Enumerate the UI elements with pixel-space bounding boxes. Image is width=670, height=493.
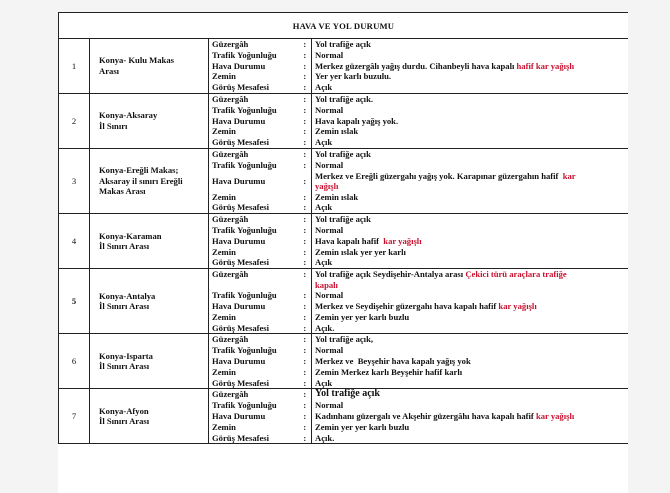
value-route: Yol trafiğe açık, — [315, 334, 373, 345]
field-values — [312, 214, 629, 269]
colon: : — [303, 82, 307, 93]
row-number: 7 — [59, 389, 90, 444]
colon: : — [303, 322, 307, 333]
colon: : — [303, 60, 307, 71]
weather-alert: hafif kar yağışlı — [516, 60, 575, 71]
row-number: 4 — [59, 214, 90, 269]
field-values — [312, 148, 629, 213]
label-route: Güzergâh — [212, 214, 249, 225]
colon: : — [303, 366, 307, 377]
route-name-line: Konya-Isparta — [99, 350, 153, 361]
colon: : — [303, 39, 307, 49]
value-traffic: Normal — [315, 159, 344, 170]
label-traffic: Trafik Yoğunluğu — [212, 345, 277, 356]
value-weather — [315, 236, 628, 247]
route-name-line: Aksaray il sınırı Ereğli — [99, 175, 183, 186]
colon: : — [303, 389, 307, 400]
field-values — [312, 334, 629, 389]
value-traffic: Normal — [315, 345, 344, 356]
colon: : — [303, 377, 307, 388]
value-weather — [315, 171, 628, 192]
colon: : — [303, 432, 307, 443]
label-traffic: Trafik Yoğunluğu — [212, 159, 277, 170]
road-weather-table — [58, 12, 628, 444]
field-values — [312, 269, 629, 334]
value-weather — [315, 61, 628, 72]
value-ground: Zemin yer yer karlı buzlu — [315, 311, 410, 322]
label-weather: Hava Durumu — [212, 410, 266, 421]
row-number: 3 — [59, 148, 90, 213]
route-alert: kapalı — [315, 279, 338, 290]
row-number: 1 — [59, 39, 90, 94]
route-name-cell — [90, 389, 209, 444]
colon-column — [299, 334, 312, 389]
value-traffic: Normal — [315, 224, 344, 235]
value-ground: Zemin ıslak — [315, 191, 359, 202]
route-name-line: Konya- Kulu Makas — [99, 55, 174, 66]
label-route: Güzergâh — [212, 148, 249, 159]
value-route: Yol trafiğe açık — [315, 39, 371, 49]
route-name-line: İl Sınırı Arası — [99, 416, 150, 427]
route-text: Yol trafiğe açık Seydişehir-Antalya arası — [315, 269, 464, 280]
route-name-line: Konya-Afyon — [99, 405, 149, 416]
row-number: 2 — [59, 93, 90, 148]
table-title-row — [59, 13, 629, 39]
colon-column — [299, 39, 312, 94]
label-ground: Zemin — [212, 126, 236, 137]
colon: : — [303, 175, 307, 186]
colon: : — [303, 224, 307, 235]
field-values — [312, 389, 629, 444]
route-name-line: Konya-Aksaray — [99, 110, 158, 121]
colon-column — [299, 93, 312, 148]
label-weather: Hava Durumu — [212, 175, 266, 186]
route-name-line: Konya-Antalya — [99, 290, 156, 301]
document-page — [58, 12, 628, 493]
field-labels — [209, 214, 299, 269]
colon: : — [303, 159, 307, 170]
value-ground: Yer yer karlı buzulu. — [315, 71, 392, 82]
colon: : — [303, 148, 307, 159]
route-name-line: Arası — [99, 65, 120, 76]
weather-text: Merkez ve Seydişehir güzergahı hava kapalı hafif — [315, 300, 497, 311]
label-visibility: Görüş Mesafesi — [212, 432, 270, 443]
label-ground: Zemin — [212, 311, 236, 322]
label-visibility: Görüş Mesafesi — [212, 257, 270, 268]
table-row — [59, 389, 629, 444]
value-traffic: Normal — [315, 290, 344, 301]
label-traffic: Trafik Yoğunluğu — [212, 49, 277, 60]
colon: : — [303, 137, 307, 148]
value-route: Yol trafiğe açık — [315, 214, 371, 225]
route-name-line: İl Sınırı Arası — [99, 301, 150, 312]
weather-alert: kar yağışlı — [383, 235, 422, 246]
field-labels — [209, 39, 299, 94]
colon: : — [303, 355, 307, 366]
label-weather: Hava Durumu — [212, 235, 266, 246]
route-name-cell — [90, 269, 209, 334]
weather-alert: yağışlı — [315, 181, 339, 192]
value-route: Yol trafiğe açık — [315, 389, 380, 400]
label-route: Güzergâh — [212, 93, 249, 104]
colon: : — [303, 71, 307, 82]
value-visibility: Açık — [315, 377, 333, 388]
colon: : — [303, 126, 307, 137]
label-route: Güzergâh — [212, 389, 249, 400]
field-values — [312, 93, 629, 148]
field-labels — [209, 389, 299, 444]
value-visibility: Açık — [315, 257, 333, 268]
colon: : — [303, 93, 307, 104]
table-row — [59, 93, 629, 148]
table-row — [59, 39, 629, 94]
label-ground: Zemin — [212, 246, 236, 257]
colon: : — [303, 345, 307, 356]
label-visibility: Görüş Mesafesi — [212, 377, 270, 388]
colon-column — [299, 148, 312, 213]
value-traffic: Normal — [315, 104, 344, 115]
route-alert: Çekici türü araçlara trafiğe — [465, 269, 567, 280]
value-traffic: Normal — [315, 400, 344, 411]
route-name-cell — [90, 93, 209, 148]
colon: : — [303, 115, 307, 126]
colon-column — [299, 214, 312, 269]
table-row — [59, 214, 629, 269]
label-ground: Zemin — [212, 191, 236, 202]
weather-text: Merkez ve Ereğli güzergahı yağış yok. Karapınar güzergahın hafif — [315, 170, 559, 181]
value-weather — [315, 411, 628, 422]
value-ground: Zemin ıslak — [315, 126, 359, 137]
colon: : — [303, 334, 307, 345]
field-labels — [209, 269, 299, 334]
label-visibility: Görüş Mesafesi — [212, 322, 270, 333]
colon: : — [303, 191, 307, 202]
colon: : — [303, 49, 307, 60]
colon-column — [299, 389, 312, 444]
value-weather: Hava kapalı yağış yok. — [315, 115, 399, 126]
label-route: Güzergâh — [212, 334, 249, 345]
label-traffic: Trafik Yoğunluğu — [212, 104, 277, 115]
row-number: 5 — [59, 269, 90, 334]
field-labels — [209, 93, 299, 148]
label-visibility: Görüş Mesafesi — [212, 202, 270, 213]
label-visibility: Görüş Mesafesi — [212, 137, 270, 148]
route-name-line: Makas Arası — [99, 186, 146, 197]
label-route: Güzergâh — [212, 269, 249, 280]
route-name-line: Konya-Ereğli Makas; — [99, 165, 179, 176]
weather-alert: kar yağışlı — [535, 410, 575, 421]
colon: : — [303, 104, 307, 115]
weather-alert: kar — [562, 170, 576, 181]
value-weather — [315, 301, 628, 312]
value-route: Yol trafiğe açık — [315, 148, 371, 159]
colon: : — [303, 235, 307, 246]
colon: : — [303, 300, 307, 311]
route-name-line: İl Sınırı Arası — [99, 241, 150, 252]
colon: : — [303, 246, 307, 257]
route-name-line: Konya-Karaman — [99, 230, 162, 241]
label-traffic: Trafik Yoğunluğu — [212, 290, 277, 301]
colon: : — [303, 290, 307, 301]
value-visibility: Açık — [315, 202, 333, 213]
value-visibility: Açık — [315, 82, 333, 93]
value-visibility: Açık. — [315, 322, 335, 333]
colon: : — [303, 400, 307, 411]
label-ground: Zemin — [212, 366, 236, 377]
label-ground: Zemin — [212, 71, 236, 82]
value-visibility: Açık. — [315, 432, 335, 443]
field-labels — [209, 334, 299, 389]
value-route: Yol trafiğe açık. — [315, 93, 373, 104]
label-weather: Hava Durumu — [212, 300, 266, 311]
value-ground: Zemin ıslak yer yer karlı — [315, 246, 406, 257]
table-title: HAVA VE YOL DURUMU — [59, 13, 629, 39]
route-name-cell — [90, 148, 209, 213]
table-row — [59, 334, 629, 389]
route-name-line: İl Sınırı Arası — [99, 361, 150, 372]
row-number: 6 — [59, 334, 90, 389]
colon-column — [299, 269, 312, 334]
colon: : — [303, 269, 307, 280]
field-values — [312, 39, 629, 94]
value-route — [315, 269, 628, 290]
label-visibility: Görüş Mesafesi — [212, 82, 270, 93]
label-ground: Zemin — [212, 421, 236, 432]
value-ground: Zemin yer yer karlı buzlu — [315, 421, 410, 432]
route-name-cell — [90, 39, 209, 94]
value-traffic: Normal — [315, 49, 344, 60]
label-traffic: Trafik Yoğunluğu — [212, 224, 277, 235]
colon: : — [303, 257, 307, 268]
weather-text: Hava kapalı hafif — [315, 235, 379, 246]
weather-text: Kadınhanı güzergalı ve Akşehir güzergâhı hava kapalı hafif — [315, 410, 534, 421]
weather-text: Merkez güzergâlı yağış durdu. Cihanbeyli hava kapalı — [315, 60, 515, 71]
label-route: Güzergâh — [212, 39, 249, 49]
label-weather: Hava Durumu — [212, 355, 266, 366]
field-labels — [209, 148, 299, 213]
route-name-cell — [90, 214, 209, 269]
value-ground: Zemin Merkez karlı Beyşehir hafif karlı — [315, 366, 463, 377]
label-weather: Hava Durumu — [212, 60, 266, 71]
colon: : — [303, 410, 307, 421]
label-traffic: Trafik Yoğunluğu — [212, 400, 277, 411]
route-name-cell — [90, 334, 209, 389]
colon: : — [303, 202, 307, 213]
weather-alert: kar yağışlı — [498, 300, 537, 311]
table-row — [59, 269, 629, 334]
table-row — [59, 148, 629, 213]
colon: : — [303, 421, 307, 432]
label-weather: Hava Durumu — [212, 115, 266, 126]
route-name-line: İl Sınırı — [99, 120, 128, 131]
colon: : — [303, 311, 307, 322]
colon: : — [303, 214, 307, 225]
value-visibility: Açık — [315, 137, 333, 148]
value-weather: Merkez ve Beyşehir hava kapalı yağış yok — [315, 355, 471, 366]
